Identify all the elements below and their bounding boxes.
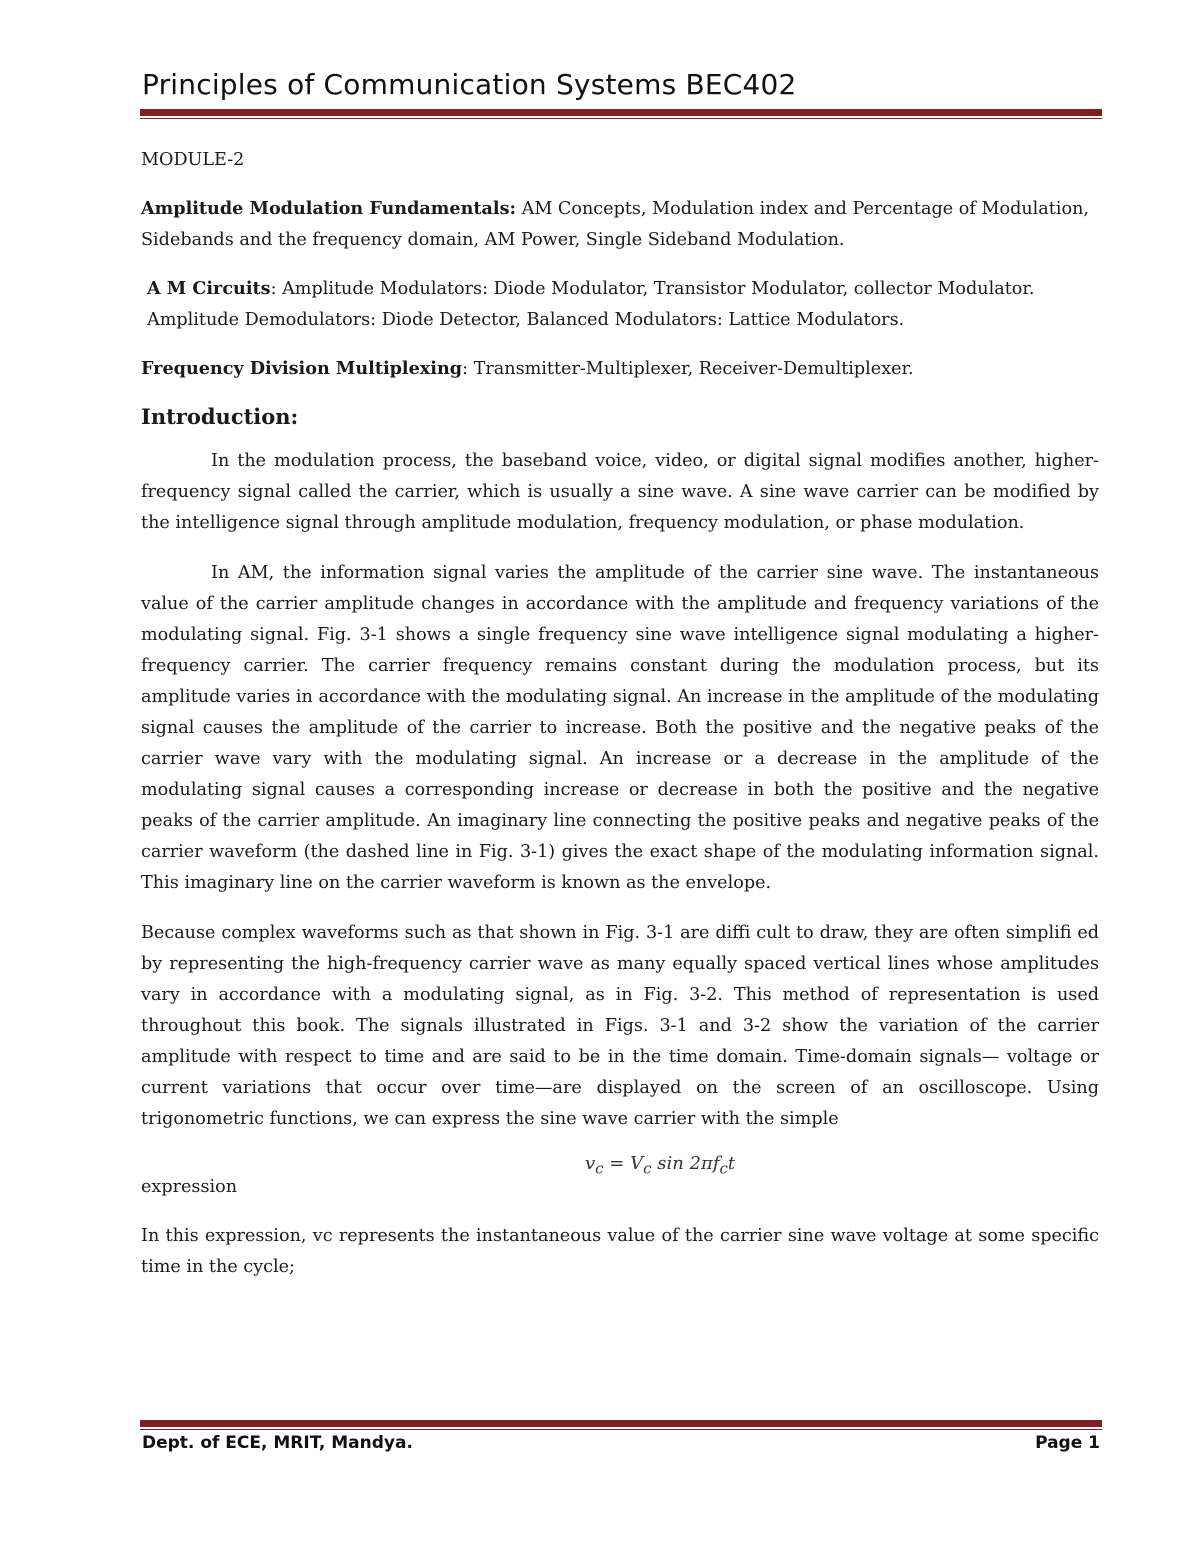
equation-amplitude: V [630, 1153, 644, 1174]
topic-am-circuits [141, 273, 1099, 336]
paragraph-expression: In this expression, vc represents the instantaneous value of the carrier sine wave voltage at some specific time in the cycle; [141, 1226, 1099, 1277]
equation-function-sub: c [719, 1159, 728, 1178]
paragraph-complex-waveforms: Because complex waveforms such as that shown in Fig. 3-1 are diffi cult to draw, they are often simplifi ed by representing the high-frequency carrier wave as many equally spaced vertical lines whose amplitudes vary in accordance with a modulating signal, as in Fig. 3-2. This method of representation is used throughout this book. The signals illustrated in Figs. 3-1 and 3-2 show the variation of the carrier amplitude with respect to time and are said to be in the time domain. Time-domain signals— voltage or current variations that occur over time—are displayed on the screen of an oscilloscope. Using trigonometric functions, we can express the sine wave carrier with the simple [141, 923, 1099, 1129]
topic-heading: Amplitude Modulation Fundamentals: [141, 198, 517, 219]
footer-department: Dept. of ECE, MRIT, Mandya. [142, 1433, 413, 1453]
equation-function: sin 2πf [651, 1153, 720, 1174]
page-header-title: Principles of Communication Systems BEC402 [142, 68, 797, 101]
topic-text: AM Concepts, Modulation index and Percentage of Modulation, Sidebands and the frequency domain, AM Power, Single Sideband Modulation. [141, 199, 1089, 250]
footer-rule [140, 1420, 1102, 1427]
topic-text: : Amplitude Modulators: Diode Modulator, Transistor Modulator, collector Modulator. Amplitude Demodulators: Diode Detector, Balanced Modulators: Lattice Modulators. [147, 279, 1035, 330]
module-label: MODULE-2 [141, 150, 245, 170]
page-number: Page 1 [1035, 1433, 1100, 1453]
expression-word: expression [141, 1177, 238, 1197]
introduction-heading: Introduction: [141, 404, 299, 429]
equation-lhs: v [585, 1153, 596, 1174]
topic-fdm [141, 353, 1099, 385]
equation-lhs-sub: c [595, 1159, 604, 1178]
equation-amplitude-sub: c [643, 1159, 652, 1178]
topic-text: : Transmitter-Multiplexer, Receiver-Demultiplexer. [462, 359, 914, 379]
equation-row [141, 1154, 1099, 1202]
paragraph-modulation-process: In the modulation process, the baseband voice, video, or digital signal modifies another, higher-frequency signal called the carrier, which is usually a sine wave. A sine wave carrier can be modified by the intelligence signal through amplitude modulation, frequency modulation, or phase modulation. [141, 451, 1099, 533]
equation-variable: t [727, 1153, 736, 1174]
topic-heading: Frequency Division Multiplexing [141, 358, 463, 379]
paragraph-am: In AM, the information signal varies the amplitude of the carrier sine wave. The instantaneous value of the carrier amplitude changes in accordance with the amplitude and frequency variations of the modulating signal. Fig. 3-1 shows a single frequency sine wave intelligence signal modulating a higher-frequency carrier. The carrier frequency remains constant during the modulation process, but its amplitude varies in accordance with the modulating signal. An increase in the amplitude of the modulating signal causes the amplitude of the carrier to increase. Both the positive and the negative peaks of the carrier wave vary with the modulating signal. An increase or a decrease in the amplitude of the modulating signal causes a corresponding increase or decrease in both the positive and the negative peaks of the carrier amplitude. An imaginary line connecting the positive peaks and negative peaks of the carrier waveform (the dashed line in Fig. 3-1) gives the exact shape of the modulating information signal. This imaginary line on the carrier waveform is known as the envelope. [141, 563, 1099, 893]
topic-heading: A M Circuits [147, 278, 271, 299]
carrier-equation [585, 1148, 735, 1185]
page-content [141, 145, 1099, 1302]
topic-am-fundamentals [141, 193, 1099, 256]
equation-equals: = [603, 1153, 631, 1174]
header-rule [140, 109, 1102, 116]
